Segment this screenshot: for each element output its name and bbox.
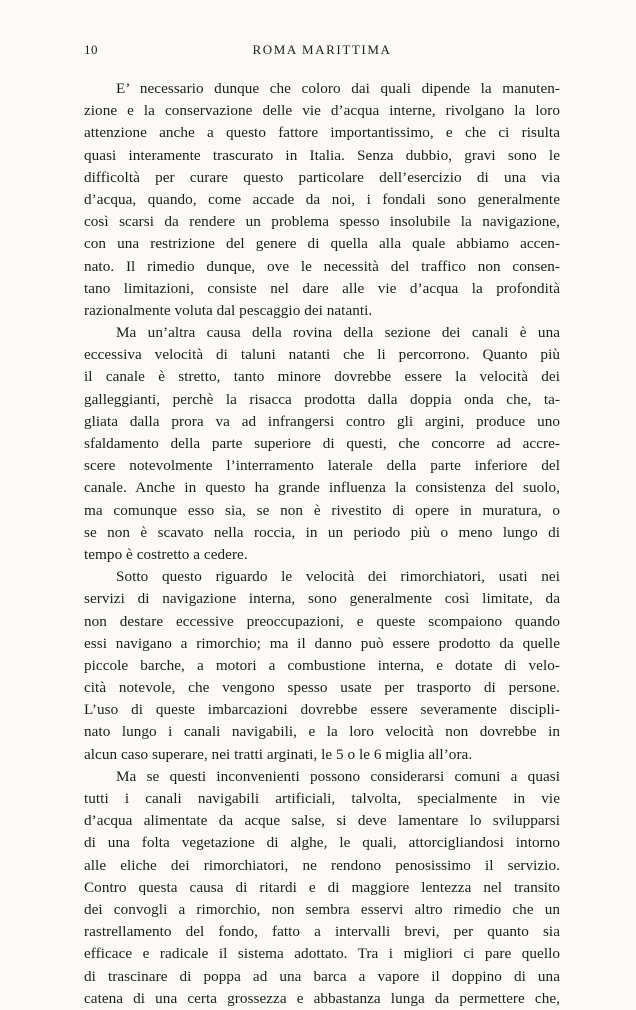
running-title: ROMA MARITTIMA bbox=[252, 42, 392, 57]
text-line: eccessiva velocità di taluni natanti che li percorrono. Quanto più bbox=[84, 346, 560, 364]
text-line: gliata dalla prora va ad infrangersi contro gli argini, produce uno bbox=[84, 412, 560, 430]
text-line: servizi di navigazione interna, sono generalmente così limitate, da bbox=[84, 590, 560, 608]
text-line: Sotto questo riguardo le velocità dei rimorchiatori, usati nei bbox=[116, 568, 560, 586]
text-line: con una restrizione del genere di quella alla quale abbiamo accen- bbox=[84, 235, 560, 253]
text-line: piccole barche, a motori a combustione interna, e dotate di velo- bbox=[84, 656, 560, 674]
text-line: essi navigano a rimorchio; ma il danno può essere prodotto da quelle bbox=[84, 634, 560, 652]
page-header bbox=[84, 42, 560, 62]
text-line: alcun caso superare, nei tratti arginati, le 5 o le 6 miglia all’ora. bbox=[84, 745, 473, 763]
text-line: catena di una certa grossezza e abbastanza lunga da permettere che, bbox=[84, 989, 560, 1007]
text-line: zione e la conservazione delle vie d’acqua interne, rivolgano la loro bbox=[84, 102, 560, 120]
text-line: sfaldamento della parte superiore di questi, che concorre ad accre- bbox=[84, 435, 560, 452]
text-line: tempo è costretto a cedere. bbox=[84, 545, 248, 563]
paragraph bbox=[84, 566, 560, 766]
text-line: di una folta vegetazione di alghe, le quali, attorcigliandosi intorno bbox=[84, 834, 560, 852]
text-line: tutti i canali navigabili artificiali, talvolta, specialmente in vie bbox=[84, 790, 560, 807]
text-line: Contro questa causa di ritardi e di maggiore lentezza nel transito bbox=[84, 878, 560, 896]
text-line: tano limitazioni, consiste nel dare alle vie d’acqua la profondità bbox=[84, 279, 560, 297]
text-line: scere notevolmente l’interramento laterale della parte inferiore del bbox=[84, 457, 560, 475]
text-line: razionalmente voluta dal pescaggio dei natanti. bbox=[84, 301, 373, 319]
body-text bbox=[84, 78, 560, 1010]
text-line: attenzione anche a questo fattore importantissimo, e che ci risulta bbox=[84, 124, 560, 142]
text-line: nato lungo i canali navigabili, e la loro velocità non dovrebbe in bbox=[84, 723, 560, 741]
text-line: efficace e radicale il sistema adottato. Tra i migliori ci pare quello bbox=[84, 945, 560, 963]
text-line: di trascinare di poppa ad una barca a vapore il doppino di una bbox=[84, 967, 560, 985]
text-line: quasi interamente trascurato in Italia. Senza dubbio, gravi sono le bbox=[84, 146, 560, 164]
text-line: dei convogli a rimorchio, non sembra esservi altro rimedio che un bbox=[84, 900, 560, 918]
text-line: difficoltà per curare questo particolare dell’esercizio di una via bbox=[84, 168, 560, 186]
text-line: galleggianti, perchè la risacca prodotta dalla doppia onda che, ta- bbox=[84, 390, 560, 408]
text-line: canale. Anche in questo ha grande influenza la consistenza del suolo, bbox=[84, 479, 560, 497]
paragraph bbox=[84, 322, 560, 566]
text-line: cità notevole, che vengono spesso usate per trasporto di persone. bbox=[84, 679, 560, 697]
text-line: il canale è stretto, tanto minore dovrebbe essere la velocità dei bbox=[84, 368, 560, 386]
text-line: d’acqua alimentate da acque salse, si deve lamentare lo svilupparsi bbox=[84, 812, 560, 830]
text-line: rastrellamento del fondo, fatto a intervalli brevi, per quanto sia bbox=[84, 923, 560, 941]
text-line: alle eliche dei rimorchiatori, ne rendono penosissimo il servizio. bbox=[84, 856, 560, 874]
text-line: E’ necessario dunque che coloro dai quali dipende la manuten- bbox=[116, 80, 560, 97]
text-line: d’acqua, quando, come accade da noi, i fondali sono generalmente bbox=[84, 190, 560, 208]
text-line: non destare eccessive preoccupazioni, e queste scompaiono quando bbox=[84, 612, 560, 630]
page-number: 10 bbox=[84, 42, 98, 57]
text-line: nato. Il rimedio dunque, ove le necessità del traffico non consen- bbox=[84, 257, 560, 275]
text-line: così scarsi da rendere un problema spesso insolubile la navigazione, bbox=[84, 213, 560, 231]
text-line: se non è scavato nella roccia, in un periodo più o meno lungo di bbox=[84, 523, 560, 541]
paragraph bbox=[84, 766, 560, 1010]
text-line: Ma se questi inconvenienti possono considerarsi comuni a quasi bbox=[116, 767, 560, 785]
paragraph bbox=[84, 78, 560, 322]
text-line: L’uso di queste imbarcazioni dovrebbe essere severamente discipli- bbox=[84, 701, 560, 719]
text-line: ma comunque esso sia, se non è rivestito di opere in muratura, o bbox=[84, 501, 560, 519]
text-line: Ma un’altra causa della rovina della sezione dei canali è una bbox=[116, 324, 560, 342]
